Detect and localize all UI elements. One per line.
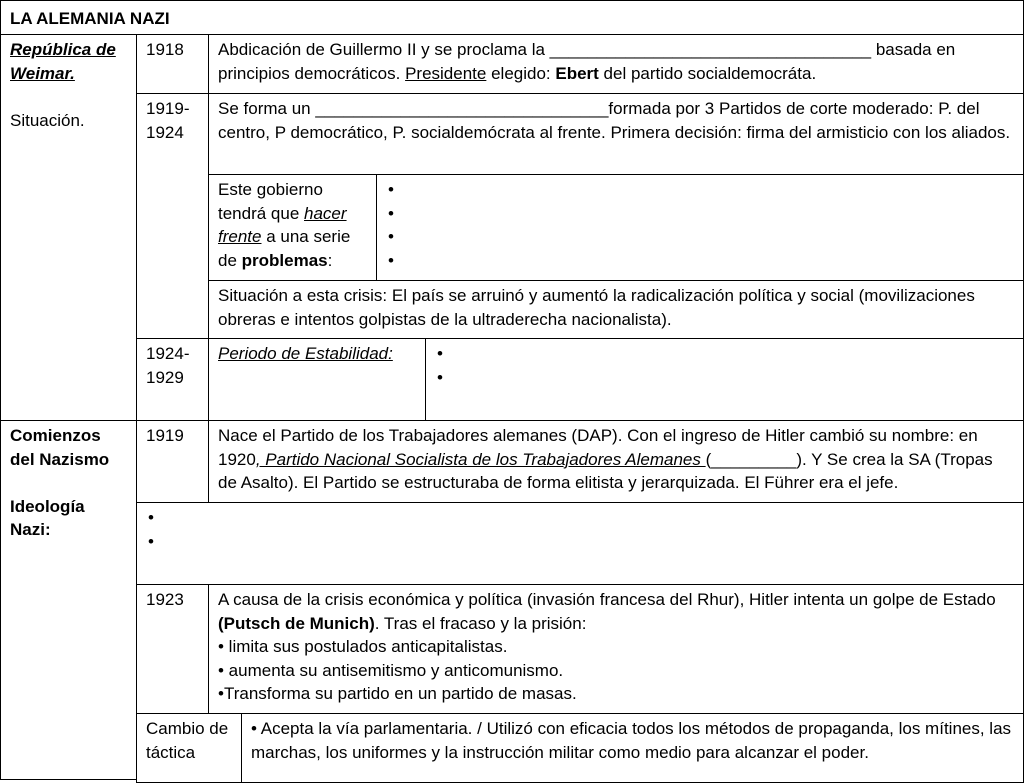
year-1924-1929: 1924- 1929 (136, 338, 209, 421)
weimar-heading: República de Weimar. (10, 40, 116, 83)
postulado-item: •Transforma su partido en un partido de masas. (218, 684, 577, 703)
page-title: LA ALEMANIA NAZI (0, 0, 1024, 35)
tactica-label: Cambio de táctica (136, 713, 242, 783)
problems-label: Este gobierno tendrá que hacer frente a una serie de problemas: (208, 174, 377, 281)
problem-bullet (386, 249, 1014, 273)
problem-bullet (386, 178, 1014, 202)
nazismo-1919-text: Nace el Partido de los Trabajadores alemanes (DAP). Con el ingreso de Hitler cambió su nombre: en 1920, Partido Nacional Socialista de los Trabajadores Alemanes (_________). Y Se crea la SA (Tropas de Asalto). El Partido se estructuraba de forma elitista y jerarquizada. El Führer era el jefe. (208, 420, 1024, 503)
problems-bullets (376, 174, 1024, 281)
situacion-label: Situación. (10, 110, 85, 130)
nazismo-1923-text: A causa de la crisis económica y política (invasión francesa del Rhur), Hitler intenta un golpe de Estado (Putsch de Munich). Tras el fracaso y la prisión: • limita sus postulados anticapitalistas. • aumenta su antisemitismo y anticomunismo. •Transforma su partido en un partido de masas. (208, 584, 1024, 714)
estabilidad-bullet (435, 366, 1014, 390)
ideology-bullets (136, 502, 1024, 585)
ideologia-heading: Ideología Nazi: (10, 496, 85, 539)
ideology-bullet (146, 506, 1014, 530)
problem-bullet (386, 202, 1014, 226)
tactica-text: • Acepta la vía parlamentaria. / Utilizó con eficacia todos los métodos de propaganda, los mítines, las marchas, los uniformes y la instrucción militar como medio para alcanzar el poder. (241, 713, 1024, 783)
estabilidad-bullets (425, 338, 1024, 421)
postulado-item: • aumenta su antisemitismo y anticomunismo. (218, 660, 564, 680)
estabilidad-bullet (435, 342, 1014, 366)
weimar-1919-text: Se forma un _______________________________formada por 3 Partidos de corte moderado: P. del centro, P democrático, P. socialdemócrata al frente. Primera decisión: firma del armisticio con los aliados. (208, 93, 1024, 175)
nazismo-label-cell (0, 420, 137, 780)
year-1919-1924: 1919- 1924 (136, 93, 209, 339)
year-1923: 1923 (136, 584, 209, 714)
weimar-label-cell (0, 34, 137, 421)
problem-bullet (386, 225, 1014, 249)
crisis-text: Situación a esta crisis: El país se arruinó y aumentó la radicalización política y social (movilizaciones obreras e intentos golpistas de la ultraderecha nacionalista). (208, 280, 1024, 339)
comienzos-heading: Comienzos del Nazismo (10, 426, 110, 469)
weimar-1918-text: Abdicación de Guillermo II y se proclama la __________________________________ basada en principios democráticos. Presidente elegido: Ebert del partido socialdemocráta. (208, 34, 1024, 94)
year-1918: 1918 (136, 34, 209, 94)
year-1919: 1919 (136, 420, 209, 503)
ideology-bullet (146, 530, 1014, 554)
estabilidad-label: Periodo de Estabilidad: (208, 338, 426, 421)
postulado-item: • limita sus postulados anticapitalistas. (218, 637, 508, 656)
